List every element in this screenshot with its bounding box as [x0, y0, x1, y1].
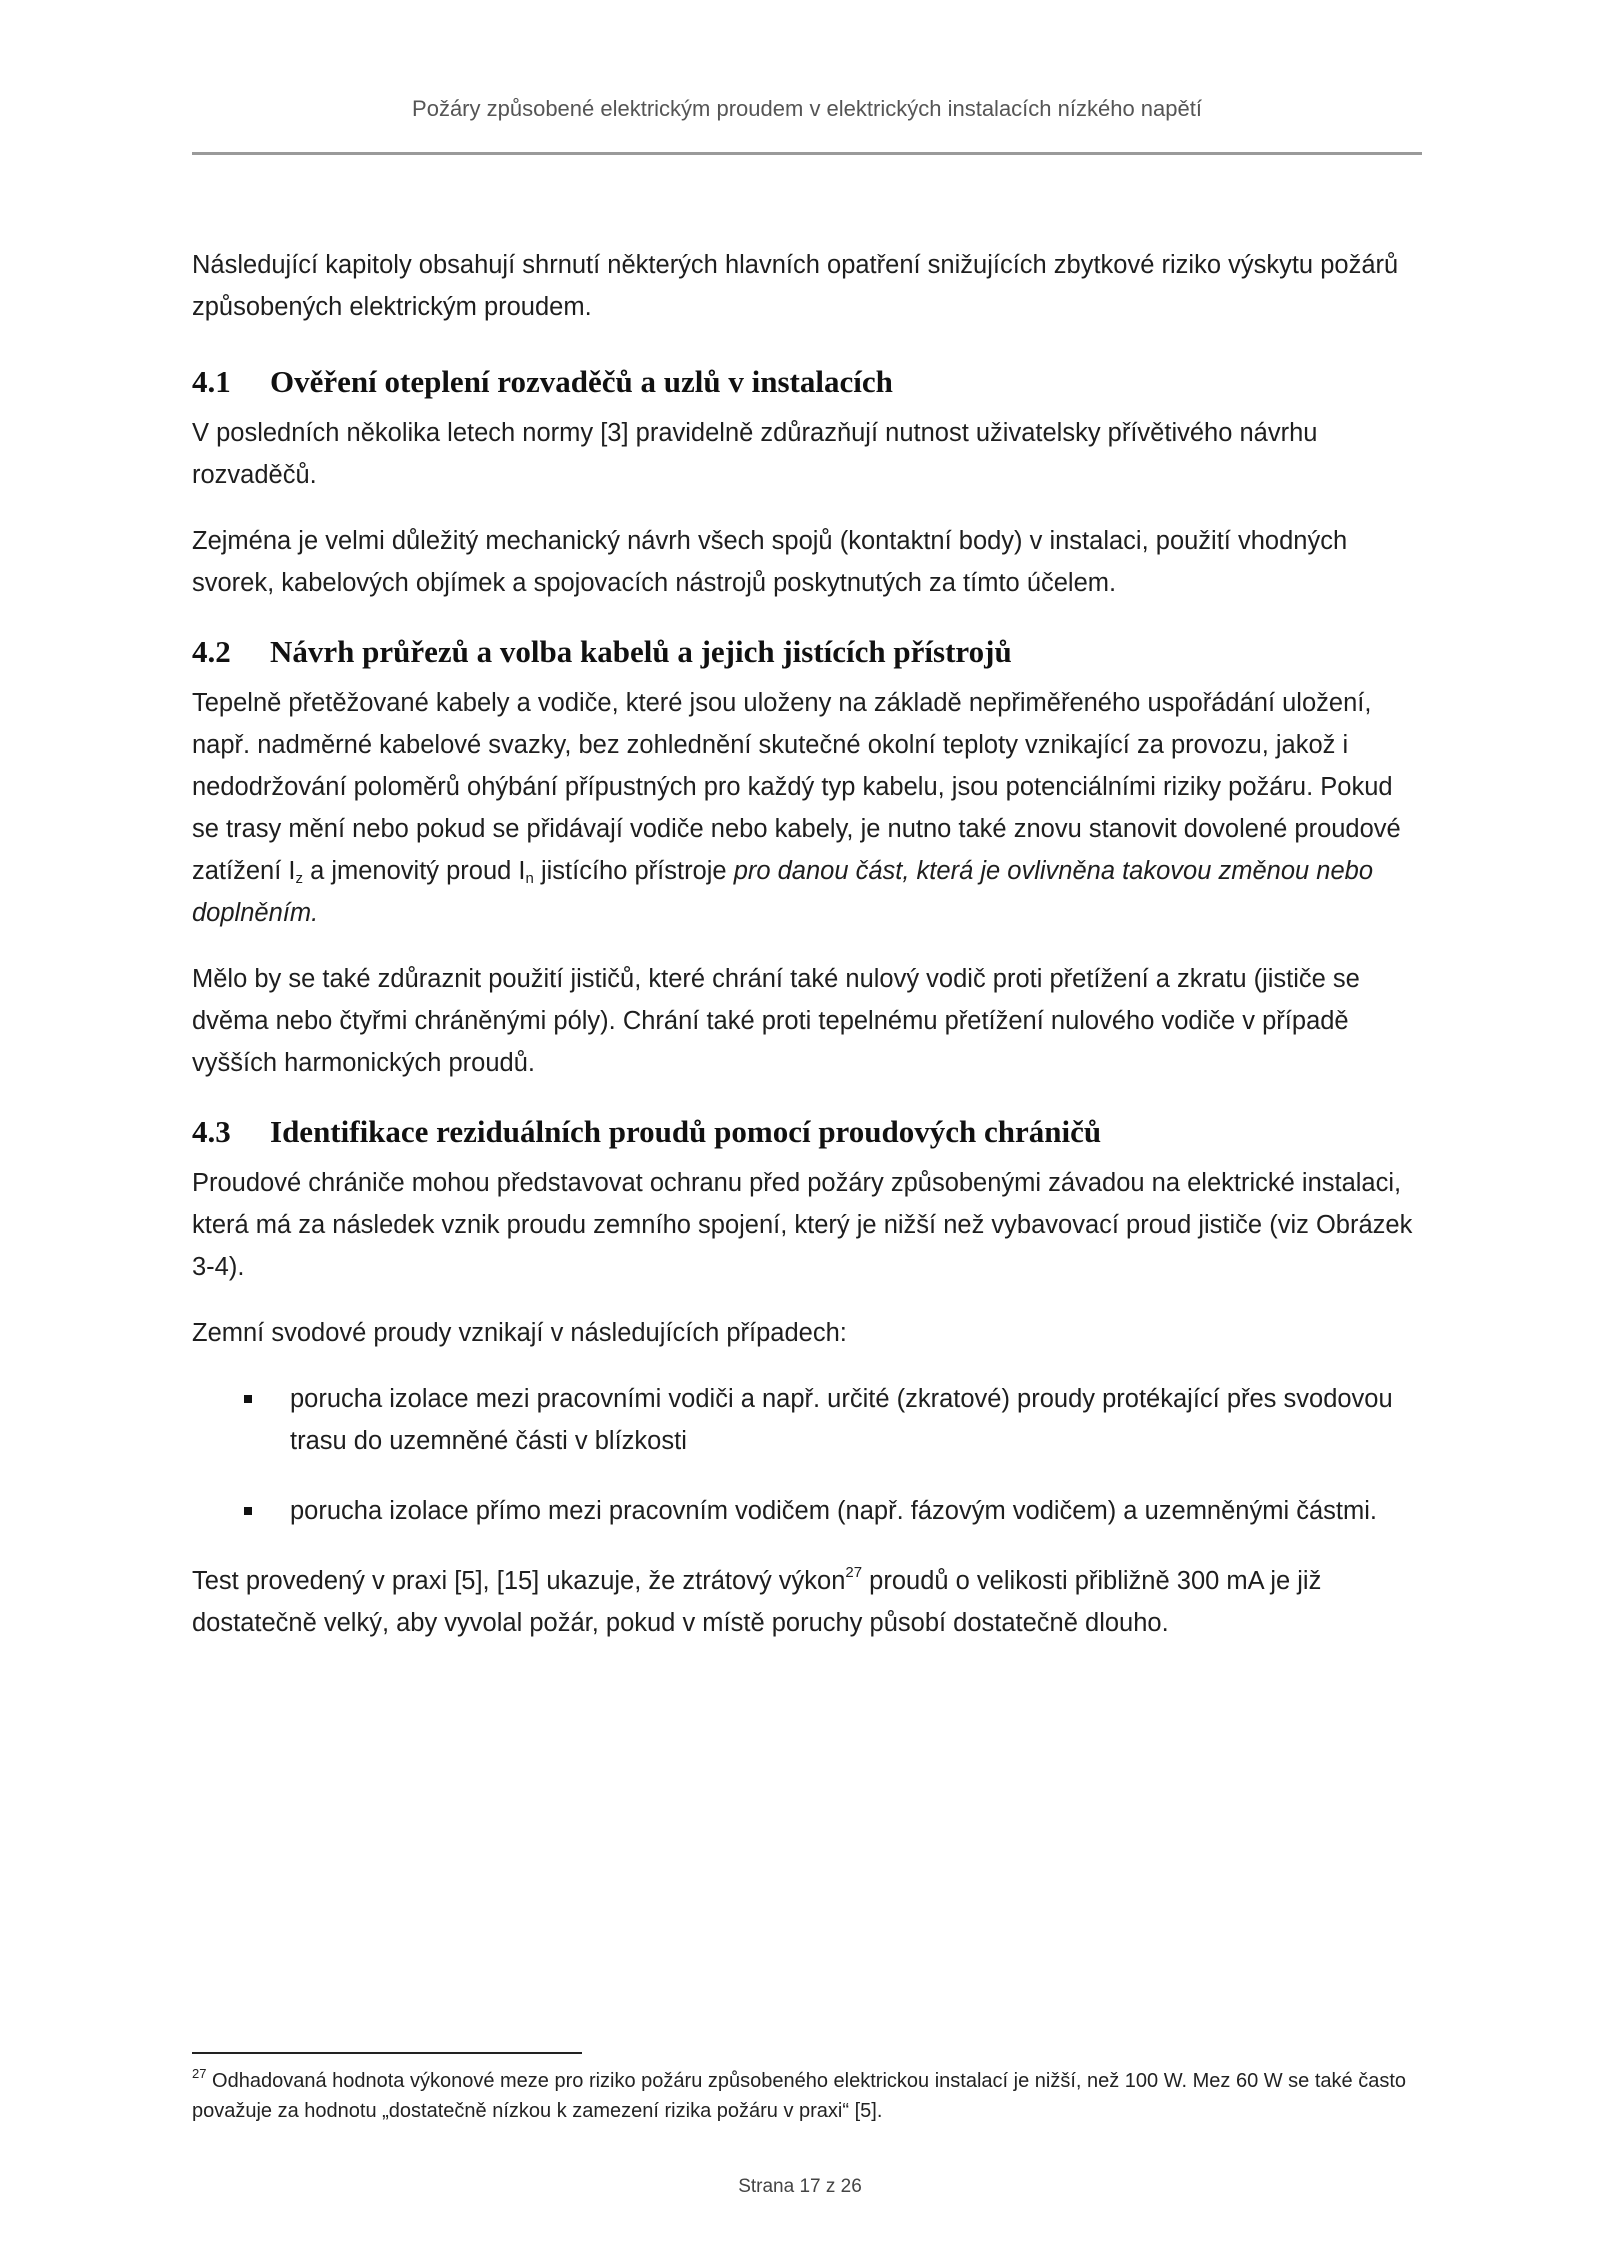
header-divider [192, 152, 1422, 155]
page-body [192, 244, 1422, 1668]
section-number: 4.1 [192, 364, 231, 399]
list-item [192, 1378, 1422, 1462]
list-item-text: porucha izolace přímo mezi pracovním vodičem (např. fázovým vodičem) a uzemněnými částmi. [290, 1497, 1377, 1525]
running-header: Požáry způsobené elektrickým proudem v elektrických instalacích nízkého napětí [412, 96, 1202, 121]
section-number: 4.3 [192, 1114, 231, 1149]
footnote-reference[interactable]: 27 [845, 1564, 863, 1581]
section-4-3-paragraph-3 [192, 1560, 1422, 1644]
section-4-3-paragraph-1: Proudové chrániče mohou představovat ochranu před požáry způsobenými závadou na elektrické instalaci, která má za následek vznik proudu zemního spojení, který je nižší než vybavovací proud jističe (viz Obrázek 3-4). [192, 1169, 1413, 1281]
section-4-2-paragraph-1 [192, 682, 1422, 934]
footnote [192, 2066, 1422, 2126]
paragraph-text: Test provedený v praxi [5], [15] ukazuje, že ztrátový výkon [192, 1567, 846, 1595]
subscript-z: z [295, 870, 303, 887]
section-4-1-paragraph-2: Zejména je velmi důležitý mechanický návrh všech spojů (kontaktní body) v instalaci, použití vhodných svorek, kabelových objímek a spojovacích nástrojů poskytnutých za tímto účelem. [192, 527, 1348, 597]
section-title: Identifikace reziduálních proudů pomocí proudových chráničů [270, 1114, 1102, 1149]
intro-paragraph: Následující kapitoly obsahují shrnutí některých hlavních opatření snižujících zbytkové riziko výskytu požárů způsobených elektrickým proudem. [192, 251, 1399, 321]
list-item [192, 1490, 1422, 1532]
paragraph-text: jistícího přístroje [533, 857, 734, 885]
section-heading-4-2 [192, 632, 1422, 672]
section-number: 4.2 [192, 634, 231, 669]
bullet-list [192, 1378, 1422, 1532]
section-heading-4-3 [192, 1112, 1422, 1152]
footnote-divider [192, 2052, 582, 2054]
section-4-2-paragraph-2: Mělo by se také zdůraznit použití jističů, které chrání také nulový vodič proti přetížení a zkratu (jističe se dvěma nebo čtyřmi chráněnými póly). Chrání také proti tepelnému přetížení nulového vodiče v případě vyšších harmonických proudů. [192, 965, 1360, 1077]
paragraph-text: a jmenovitý proud I [302, 857, 526, 885]
footnote-text: Odhadovaná hodnota výkonové meze pro riziko požáru způsobeného elektrickou instalací je nižší, než 100 W. Mez 60 W se také často považuje za hodnotu „dostatečně nízkou k zamezení rizika požáru v praxi“ [5]. [192, 2070, 1407, 2122]
italic-text: pro danou část, která je ovlivněna takovou změnou nebo doplněním. [192, 857, 1374, 927]
paragraph-text: Tepelně přetěžované kabely a vodiče, které jsou uloženy na základě nepřiměřeného uspořádání uložení, např. nadměrné kabelové svazky, bez zohlednění skutečné okolní teploty vznikající za provozu, jakož i nedodržování poloměrů ohýbání přípustných pro každý typ kabelu, jsou potenciálními riziky požáru. Pokud se trasy mění nebo pokud se přidávají vodiče nebo kabely, je nutno také znovu stanovit dovolené proudové zatížení I [192, 689, 1401, 885]
paragraph-text: proudů o velikosti přibližně 300 mA je již dostatečně velký, aby vyvolal požár, pokud v místě poruchy působí dostatečně dlouho. [192, 1567, 1322, 1637]
section-4-3-paragraph-2: Zemní svodové proudy vznikají v následujících případech: [192, 1319, 847, 1347]
square-bullet-icon [244, 1507, 252, 1515]
subscript-n: n [525, 870, 534, 887]
list-item-text: porucha izolace mezi pracovními vodiči a např. určité (zkratové) proudy protékající přes svodovou trasu do uzemněné části v blízkosti [290, 1385, 1393, 1455]
section-heading-4-1 [192, 362, 1422, 402]
page-number: Strana 17 z 26 [738, 2176, 862, 2197]
section-title: Ověření oteplení rozvaděčů a uzlů v instalacích [270, 364, 893, 399]
section-title: Návrh průřezů a volba kabelů a jejich jistících přístrojů [270, 634, 1012, 669]
footnote-number: 27 [192, 2066, 207, 2081]
square-bullet-icon [244, 1395, 252, 1403]
section-4-1-paragraph-1: V posledních několika letech normy [3] pravidelně zdůrazňují nutnost uživatelsky přívětivého návrhu rozvaděčů. [192, 419, 1318, 489]
